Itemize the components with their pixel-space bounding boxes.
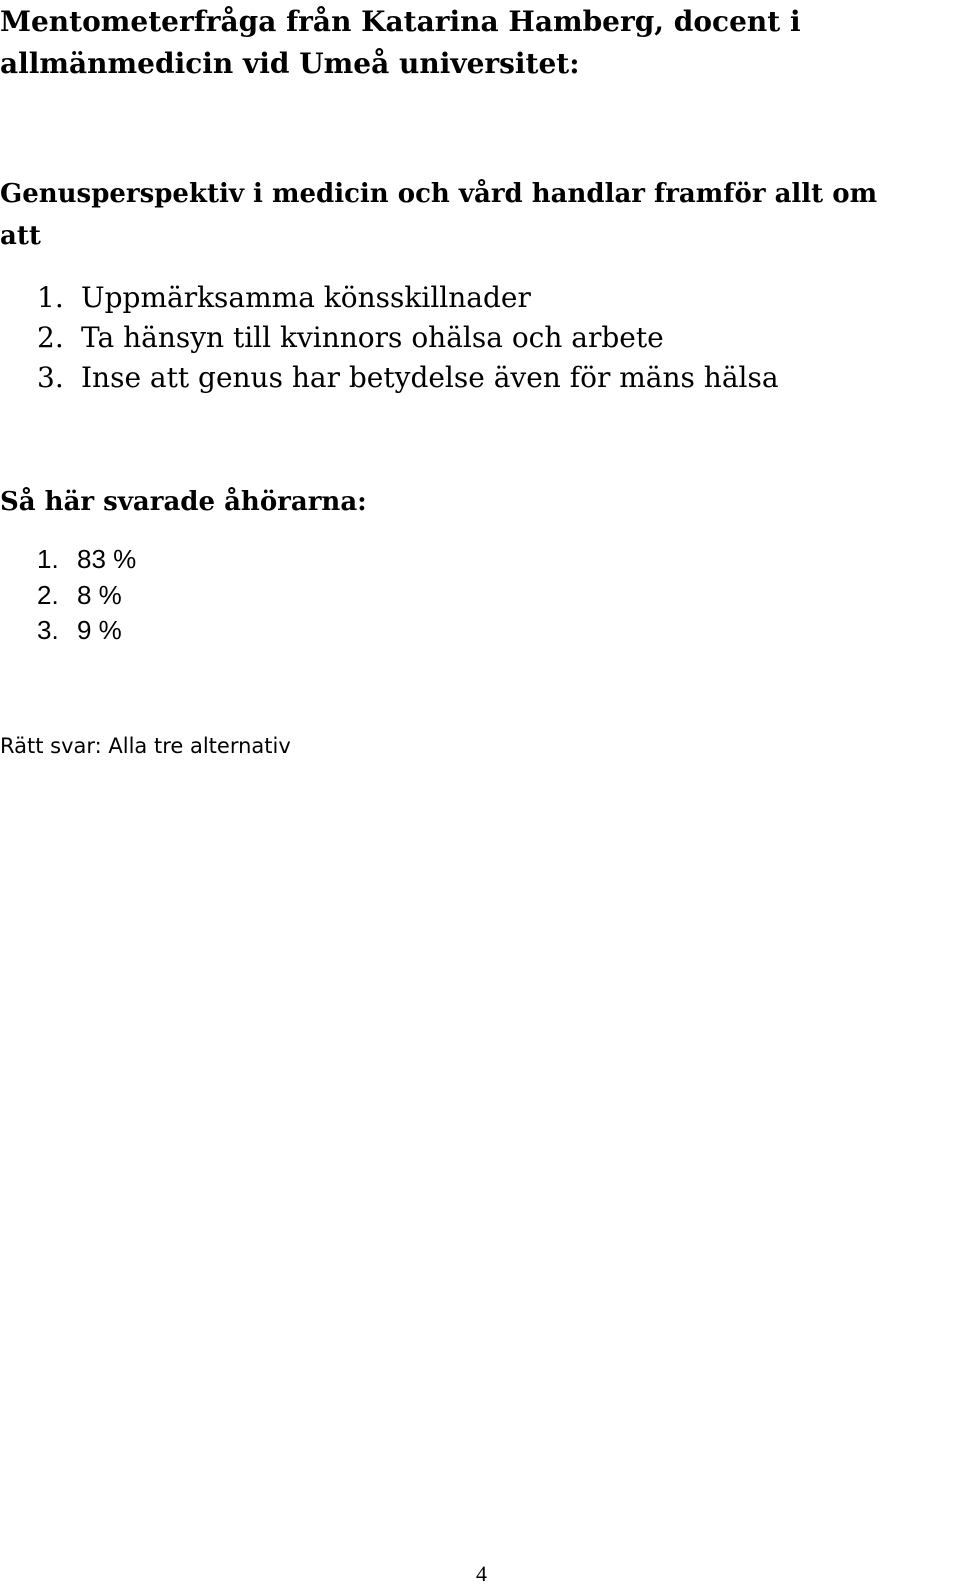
result-number: 3.	[37, 615, 59, 645]
option-number: 1.	[37, 281, 64, 314]
results-heading: Så här svarade åhörarna:	[0, 487, 367, 517]
result-percentage: 83 %	[77, 544, 137, 574]
result-item-3	[37, 613, 136, 649]
page-number: 4	[476, 1561, 487, 1586]
question-option-3	[37, 358, 779, 398]
option-text: Uppmärksamma könsskillnader	[81, 281, 531, 314]
question-options	[37, 278, 779, 398]
option-number: 3.	[37, 361, 64, 394]
result-item-1	[37, 542, 136, 578]
document-title-line-2: allmänmedicin vid Umeå universitet:	[0, 47, 580, 80]
document-title-line-1: Mentometerfråga från Katarina Hamberg, docent i	[0, 5, 801, 38]
result-number: 2.	[37, 579, 59, 610]
result-number: 1.	[37, 544, 59, 574]
results-list	[37, 542, 136, 649]
result-percentage: 8 %	[77, 579, 122, 610]
question-option-1	[37, 278, 779, 318]
option-text: Inse att genus har betydelse även för mäns hälsa	[81, 361, 779, 394]
question-option-2	[37, 318, 779, 358]
result-percentage: 9 %	[77, 615, 122, 645]
question-line-2: att	[0, 221, 41, 251]
option-text: Ta hänsyn till kvinnors ohälsa och arbete	[81, 321, 664, 354]
question-line-1: Genusperspektiv i medicin och vård handlar framför allt om	[0, 179, 878, 209]
correct-answer: Rätt svar: Alla tre alternativ	[0, 734, 291, 758]
result-item-2	[37, 578, 136, 614]
option-number: 2.	[37, 321, 64, 354]
